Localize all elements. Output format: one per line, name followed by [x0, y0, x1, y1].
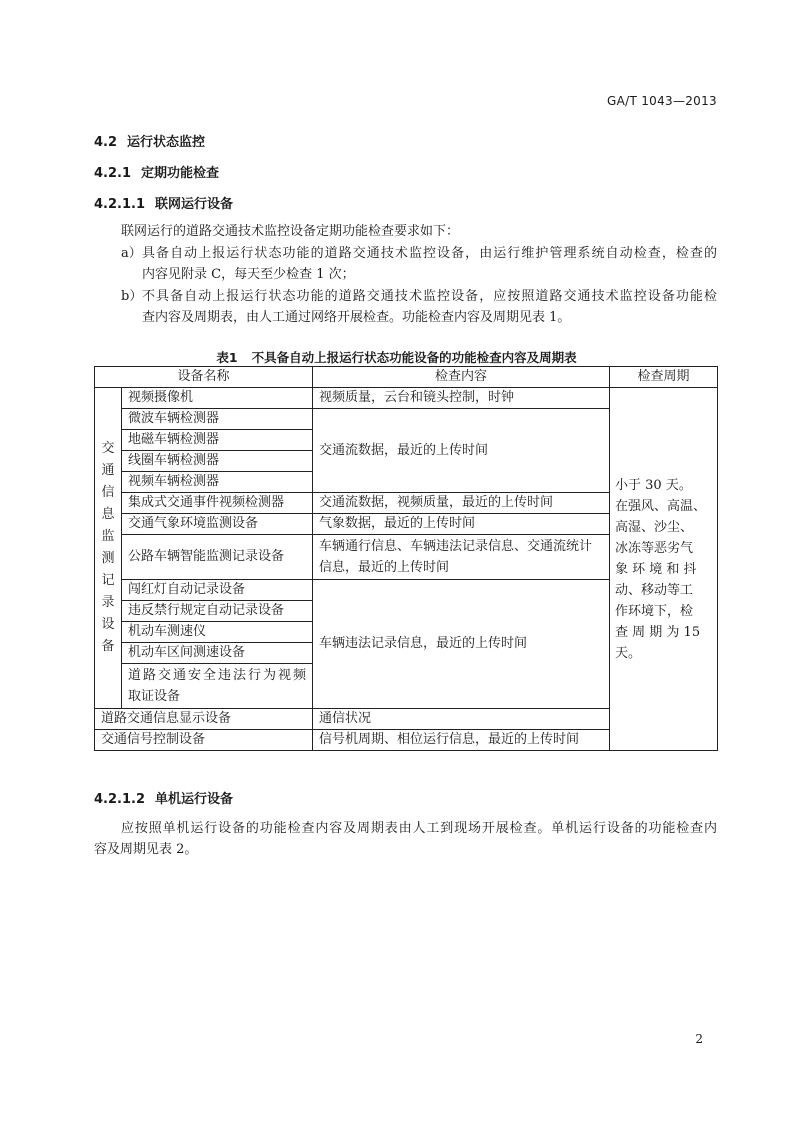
section-number: 4.2 [94, 135, 118, 150]
table-header-row [95, 367, 718, 388]
intro-paragraph: 联网运行的道路交通技术监控设备定期功能检查要求如下： [121, 224, 460, 239]
section-number: 4.2.1 [94, 166, 132, 181]
standalone-paragraph-line1: 应按照单机运行设备的功能检查内容及周期表由人工到现场开展检查。单机运行设备的功能检查内 [121, 821, 717, 836]
content-cell [313, 535, 610, 580]
section-number: 4.2.1.2 [94, 792, 145, 807]
section-4-2-1-heading [94, 162, 219, 181]
group-char: 设 [101, 617, 115, 632]
section-number: 4.2.1.1 [94, 197, 145, 212]
device-cell: 视频摄像机 [122, 388, 313, 409]
table1-caption [0, 348, 793, 366]
group-char: 录 [101, 595, 115, 610]
period-line: 在强风、高温、 [615, 498, 707, 514]
device-cell: 交通信号控制设备 [95, 730, 313, 751]
page-number: 2 [695, 1032, 703, 1046]
device-cell: 机动车测速仪 [122, 622, 313, 643]
device-cell: 公路车辆智能监测记录设备 [122, 535, 313, 580]
period-line: 查 周 期 为 15 [615, 624, 701, 640]
device-cell [122, 664, 313, 709]
section-title: 单机运行设备 [155, 792, 234, 807]
header-content: 检查内容 [313, 367, 610, 388]
device-cell: 地磁车辆检测器 [122, 430, 313, 451]
content-cell: 信号机周期、相位运行信息，最近的上传时间 [313, 730, 610, 751]
table-row [95, 388, 718, 409]
list-item-a-line1: 具备自动上报运行状态功能的道路交通技术监控设备，由运行维护管理系统自动检查，检查的 [142, 246, 717, 261]
period-line: 象 环 境 和 抖 [615, 561, 697, 577]
group-label-cell [95, 388, 122, 709]
device-cell: 道路交通信息显示设备 [95, 709, 313, 730]
content-line: 车辆通行信息、车辆违法记录信息、交通流统计 [319, 539, 593, 554]
content-cell: 车辆违法记录信息，最近的上传时间 [313, 580, 610, 709]
group-char: 记 [101, 573, 115, 588]
table-number: 表1 [216, 350, 238, 365]
period-line: 小于 30 天。 [615, 477, 692, 493]
header-device: 设备名称 [95, 367, 313, 388]
device-cell: 集成式交通事件视频检测器 [122, 493, 313, 514]
content-cell: 交通流数据，视频质量，最近的上传时间 [313, 493, 610, 514]
device-cell: 视频车辆检测器 [122, 472, 313, 493]
group-char: 测 [101, 551, 115, 566]
content-cell: 通信状况 [313, 709, 610, 730]
device-line: 取证设备 [128, 689, 181, 704]
device-cell: 交通气象环境监测设备 [122, 514, 313, 535]
table-title: 不具备自动上报运行状态功能设备的功能检查内容及周期表 [251, 350, 577, 365]
group-char: 监 [101, 529, 115, 544]
list-item-a-label: a） [121, 246, 142, 261]
group-char: 通 [101, 463, 115, 478]
content-cell: 视频质量，云台和镜头控制，时钟 [313, 388, 610, 409]
content-cell: 气象数据，最近的上传时间 [313, 514, 610, 535]
section-4-2-1-2-heading [94, 788, 233, 807]
group-char: 信 [101, 485, 115, 500]
device-cell: 机动车区间测速设备 [122, 643, 313, 664]
device-cell: 闯红灯自动记录设备 [122, 580, 313, 601]
period-line: 天。 [615, 645, 642, 661]
list-item-b-line1: 不具备自动上报运行状态功能的道路交通技术监控设备，应按照道路交通技术监控设备功能检 [142, 289, 717, 304]
table1 [94, 366, 718, 751]
section-4-2-1-1-heading [94, 193, 233, 212]
list-item-b-line2: 查内容及周期表，由人工通过网络开展检查。功能检查内容及周期见表 1。 [142, 310, 571, 325]
list-item-a-line2: 内容见附录 C，每天至少检查 1 次； [142, 267, 355, 282]
device-line: 道路交通安全违法行为视频 [128, 668, 307, 683]
period-line: 动、移动等工 [615, 582, 694, 598]
period-line: 高湿、沙尘、 [615, 519, 694, 535]
period-cell [610, 388, 718, 751]
device-cell: 微波车辆检测器 [122, 409, 313, 430]
group-char: 交 [101, 441, 115, 456]
list-item-b-label: b） [121, 289, 143, 304]
period-line: 冰冻等恶劣气 [615, 540, 694, 556]
document-code: GA/T 1043—2013 [607, 94, 717, 108]
device-cell: 违反禁行规定自动记录设备 [122, 601, 313, 622]
section-title: 运行状态监控 [127, 135, 206, 150]
header-period: 检查周期 [610, 367, 718, 388]
device-cell: 线圈车辆检测器 [122, 451, 313, 472]
group-char: 备 [101, 639, 115, 654]
content-line: 信息，最近的上传时间 [319, 560, 450, 575]
section-title: 定期功能检查 [141, 166, 220, 181]
content-cell: 交通流数据，最近的上传时间 [313, 409, 610, 493]
standalone-paragraph-line2: 容及周期见表 2。 [94, 842, 198, 857]
section-4-2-heading [94, 131, 205, 150]
group-char: 息 [101, 507, 115, 522]
section-title: 联网运行设备 [155, 197, 234, 212]
period-line: 作环境下，检 [615, 603, 694, 619]
